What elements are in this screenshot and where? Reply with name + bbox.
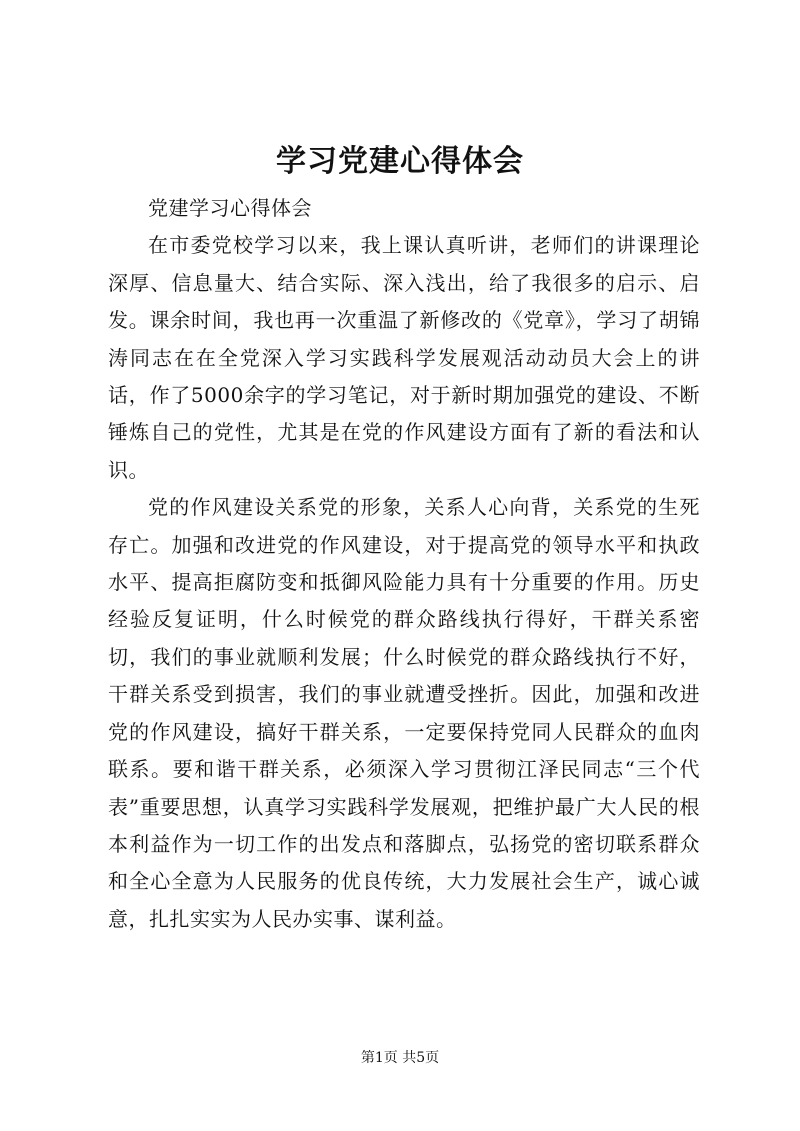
page-footer: 第1页 共5页 — [360, 1050, 440, 1066]
paragraph-2: 党的作风建设关系党的形象，关系人心向背，关系党的生死存亡。加强和改进党的作风建设，对于提高党的领导水平和执政水平、提高拒腐防变和抵御风险能力具有十分重要的作用。历史经验反复证明，什么时候党的群众路线执行得好，干群关系密切，我们的事业就顺利发展；什么时候党的群众路线执行不好，干群关系受到损害，我们的事业就遭受挫折。因此，加强和改进党的作风建设，搞好干群关系，一定要保持党同人民群众的血肉联系。要和谐干群关系，必须深入学习贯彻江泽民同志“三个代表”重要思想，认真学习实践科学发展观，把维护最广大人民的根本利益作为一切工作的出发点和落脚点，弘扬党的密切联系群众和全心全意为人民服务的优良传统，大力发展社会生产，诚心诚意，扎扎实实为人民办实事、谋利益。 — [108, 495, 700, 931]
paragraph-subtitle: 党建学习心得体会 — [148, 196, 312, 220]
document-title: 学习党建心得体会 — [276, 144, 524, 179]
document-body — [108, 190, 700, 938]
paragraph-1: 在市委党校学习以来，我上课认真听讲，老师们的讲课理论深厚、信息量大、结合实际、深入浅出，给了我很多的启示、启发。课余时间，我也再一次重温了新修改的《党章》，学习了胡锦涛同志在在全党深入学习实践科学发展观活动动员大会上的讲话，作了5000余字的学习笔记，对于新时期加强党的建设、不断锤炼自己的党性，尤其是在党的作风建设方面有了新的看法和认识。 — [108, 233, 700, 482]
